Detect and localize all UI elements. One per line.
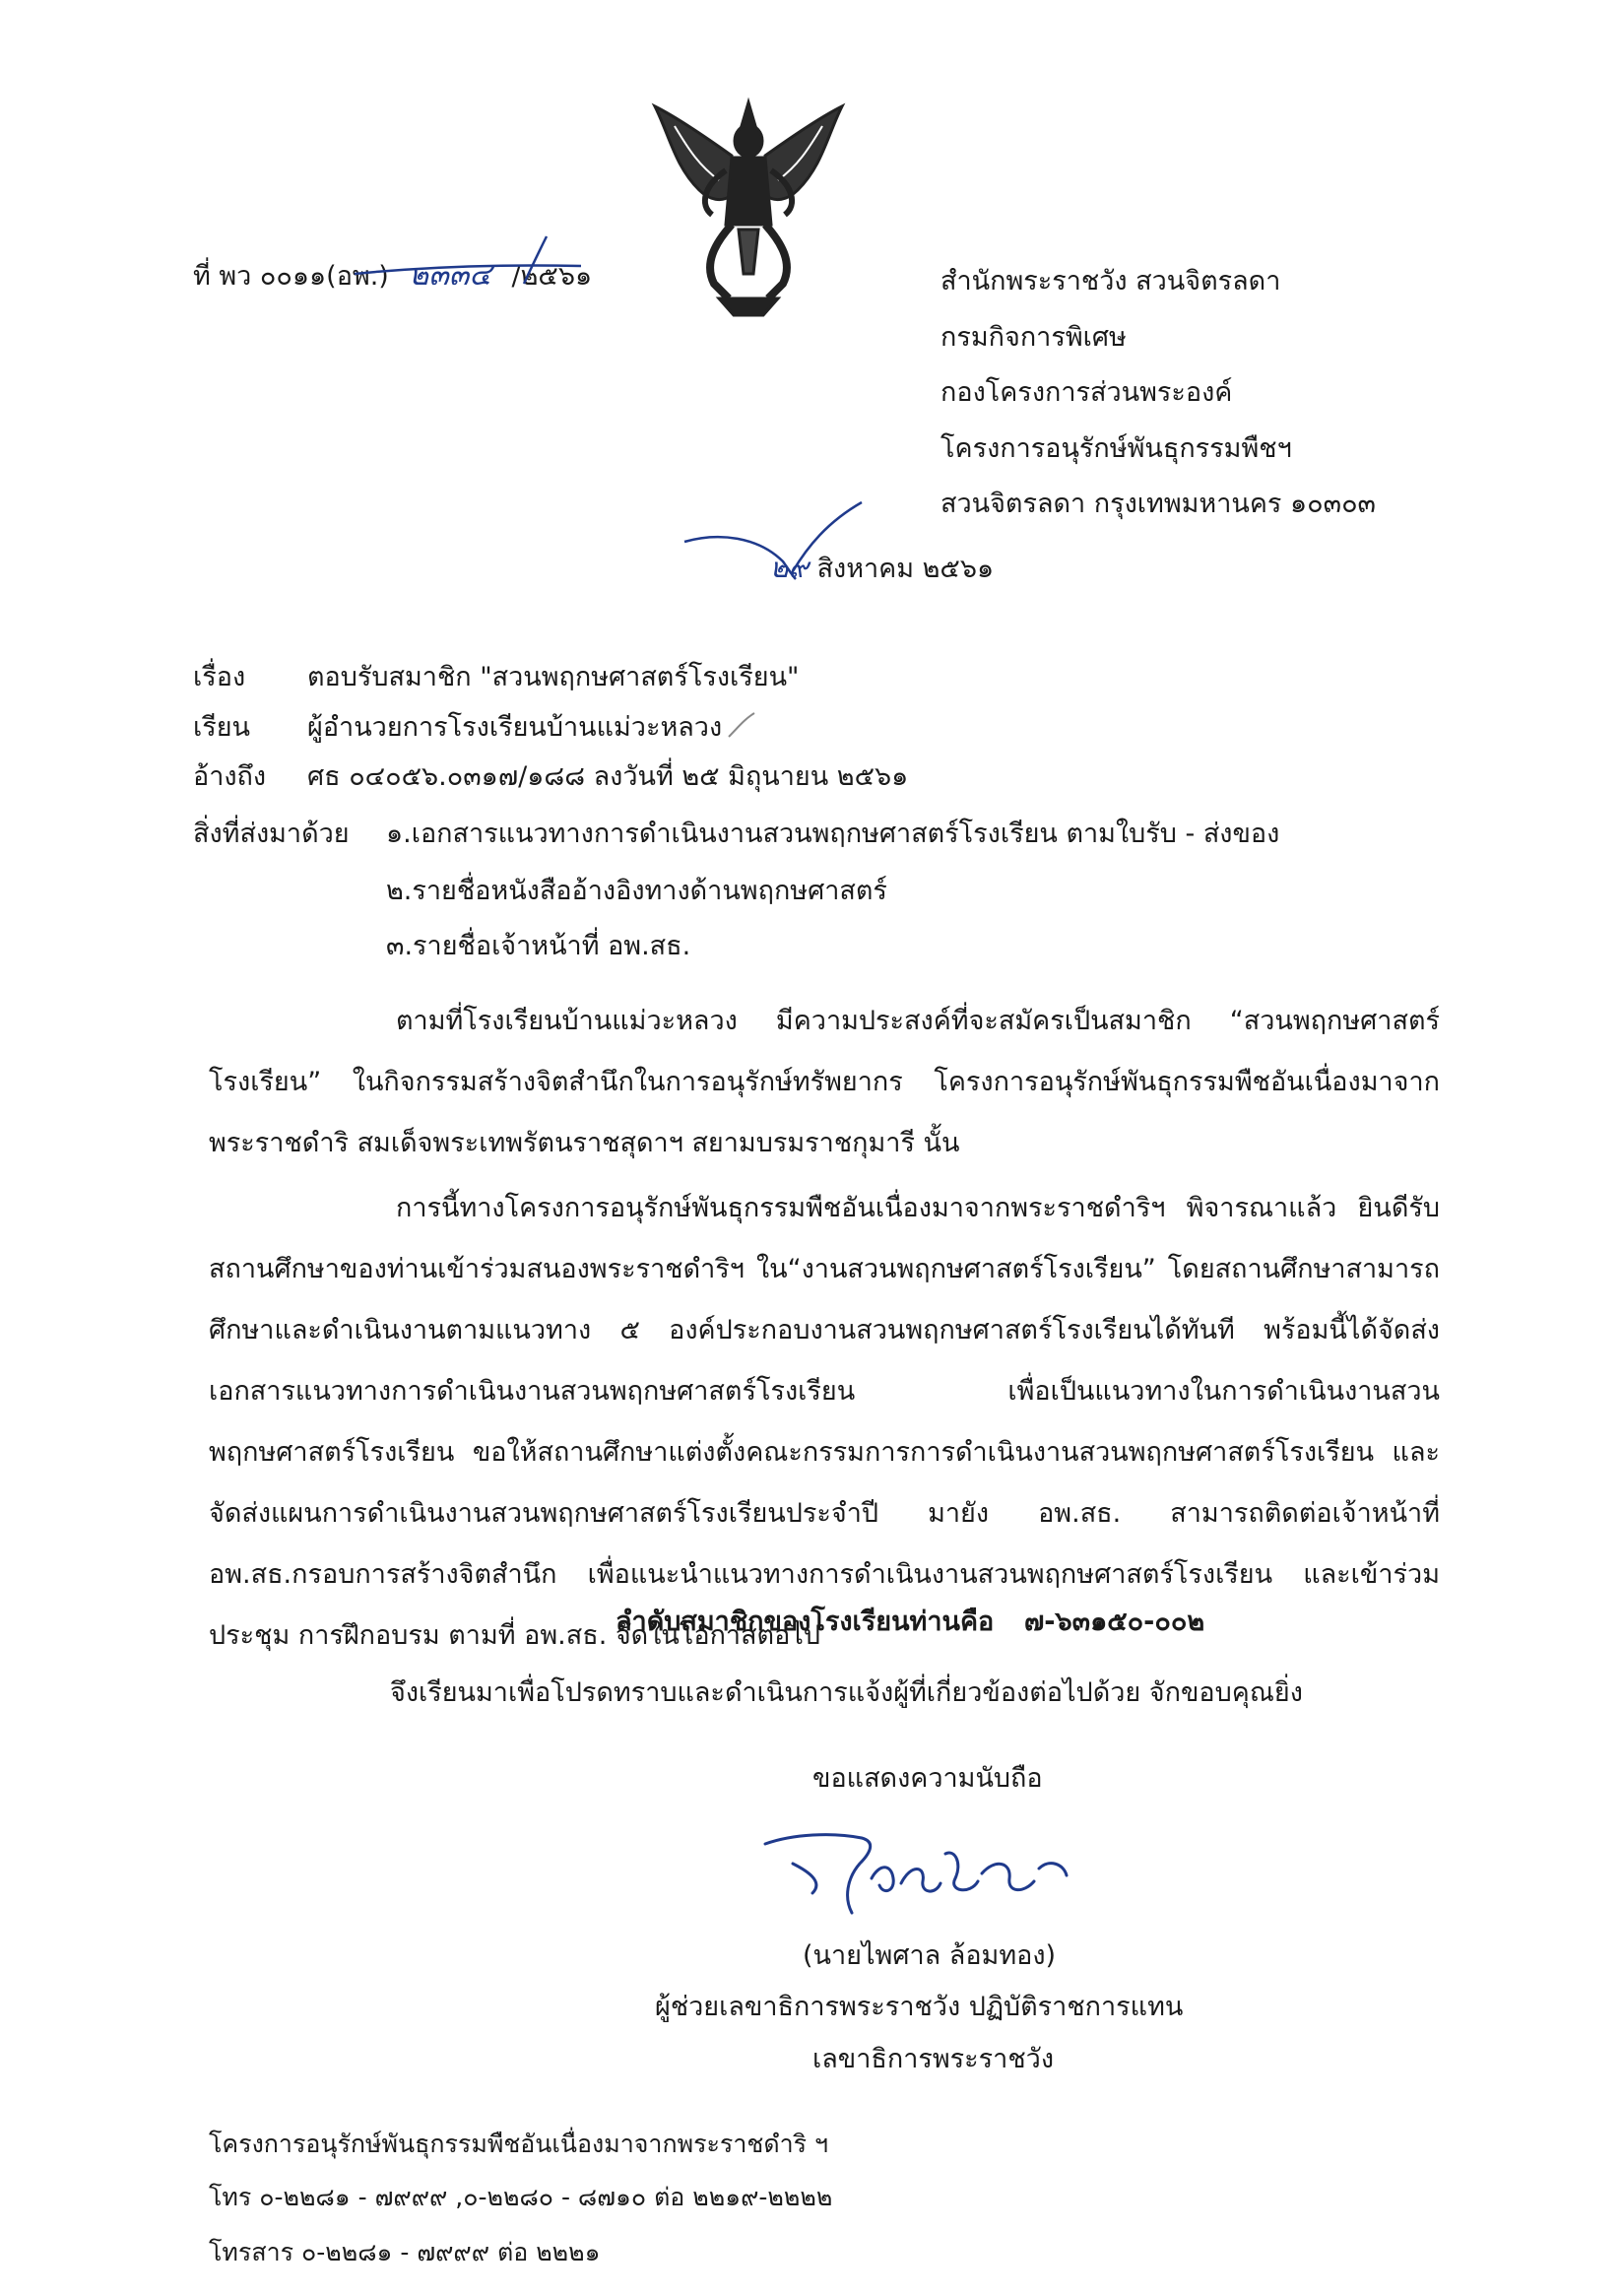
- enclosure-item: ๑.เอกสารแนวทางการดำเนินงานสวนพฤกษศาสตร์โรงเรียน ตามใบรับ - ส่งของ: [386, 819, 1280, 849]
- enclosure-label: สิ่งที่ส่งมาด้วย: [193, 819, 350, 849]
- address-line-1: สำนักพระราชวัง สวนจิตรลดา: [940, 266, 1281, 296]
- reference-year: /๒๕๖๑: [511, 261, 593, 292]
- signer-title-2: เลขาธิการพระราชวัง: [812, 2044, 1055, 2074]
- handwritten-reference-number: ๒๓๓๔: [409, 258, 491, 293]
- signer-title-1: ผู้ช่วยเลขาธิการพระราชวัง ปฏิบัติราชการแทน: [655, 1992, 1184, 2022]
- subject-value: ตอบรับสมาชิก "สวนพฤกษศาสตร์โรงเรียน": [307, 662, 800, 692]
- handwritten-day: ๒๙: [770, 552, 809, 584]
- reference-label: อ้างถึง: [193, 761, 267, 792]
- salutation: ขอแสดงความนับถือ: [812, 1763, 1043, 1794]
- body-paragraph-2: [209, 1178, 1440, 1667]
- reference-prefix: ที่ พว ๐๐๑๑(อพ.): [193, 261, 389, 292]
- member-number: ๗-๖๓๑๕๐-๐๐๒: [1024, 1607, 1205, 1637]
- body-paragraph-1: [209, 991, 1440, 1174]
- date-flourish-icon: [680, 492, 876, 581]
- enclosure-item: ๓.รายชื่อเจ้าหน้าที่ อพ.สธ.: [386, 931, 691, 961]
- address-line-4: โครงการอนุรักษ์พันธุกรรมพืชฯ: [940, 433, 1292, 464]
- reference-value: ศธ ๐๔๐๕๖.๐๓๑๗/๑๘๘ ลงวันที่ ๒๕ มิถุนายน ๒๕๖๑: [307, 761, 909, 792]
- handwritten-flourish-icon: [355, 227, 581, 286]
- to-label: เรียน: [193, 712, 251, 743]
- footer-fax: โทรสาร ๐-๒๒๘๑ - ๗๙๙๙ ต่อ ๒๒๒๑: [209, 2238, 601, 2266]
- date-month-year: สิงหาคม ๒๕๖๑: [816, 554, 995, 584]
- garuda-emblem-icon: [645, 97, 852, 318]
- tick-mark-icon: [727, 711, 756, 741]
- to-value: ผู้อำนวยการโรงเรียนบ้านแม่วะหลวง: [307, 712, 723, 743]
- footer-phone: โทร ๐-๒๒๘๑ - ๗๙๙๙ ,๐-๒๒๘๐ - ๘๗๑๐ ต่อ ๒๒๑๙-๒๒๒๒: [209, 2183, 833, 2211]
- address-line-3: กองโครงการส่วนพระองค์: [940, 377, 1233, 408]
- member-label: ลำดับสมาชิกของโรงเรียนท่านคือ: [616, 1607, 995, 1637]
- closing-request: จึงเรียนมาเพื่อโปรดทราบและดำเนินการแจ้งผู้ที่เกี่ยวข้องต่อไปด้วย จักขอบคุณยิ่ง: [390, 1677, 1303, 1708]
- handwritten-signature-icon: [753, 1824, 1078, 1923]
- address-line-2: กรมกิจการพิเศษ: [940, 322, 1127, 353]
- subject-label: เรื่อง: [193, 662, 246, 692]
- footer-org: โครงการอนุรักษ์พันธุกรรมพืชอันเนื่องมาจากพระราชดำริ ฯ: [209, 2130, 829, 2158]
- signer-name: (นายไพศาล ล้อมทอง): [803, 1940, 1057, 1971]
- paragraph-2-text: การนี้ทางโครงการอนุรักษ์พันธุกรรมพืชอันเนื่องมาจากพระราชดำริฯ พิจารณาแล้ว ยินดีรับสถานศึกษาของท่านเข้าร่วมสนองพระราชดำริฯ ใน“งานสวนพฤกษศาสตร์โรงเรียน” โดยสถานศึกษาสามารถศึกษาและดำเนินงานตามแนวทาง ๕ องค์ประกอบงานสวนพฤกษศาสตร์โรงเรียนได้ทันที พร้อมนี้ได้จัดส่งเอกสารแนวทางการดำเนินงานสวนพฤกษศาสตร์โรงเรียน เพื่อเป็นแนวทางในการดำเนินงานสวนพฤกษศาสตร์โรงเรียน ขอให้สถานศึกษาแต่งตั้งคณะกรรมการการดำเนินงานสวนพฤกษศาสตร์โรงเรียน และจัดส่งแผนการดำเนินงานสวนพฤกษศาสตร์โรงเรียนประจำปี มายัง อพ.สธ. สามารถติดต่อเจ้าหน้าที่ อพ.สธ.กรอบการสร้างจิตสำนึก เพื่อแนะนำแนวทางการดำเนินงานสวนพฤกษศาสตร์โรงเรียน และเข้าร่วมประชุม การฝึกอบรม ตามที่ อพ.สธ. จัดในโอกาสต่อไป: [209, 1193, 1440, 1651]
- enclosure-item: ๒.รายชื่อหนังสืออ้างอิงทางด้านพฤกษศาสตร์: [386, 876, 887, 906]
- paragraph-1-text: ตามที่โรงเรียนบ้านแม่วะหลวง มีความประสงค์ที่จะสมัครเป็นสมาชิก “สวนพฤกษศาสตร์โรงเรียน” ในกิจกรรมสร้างจิตสำนึกในการอนุรักษ์ทรัพยากร โครงการอนุรักษ์พันธุกรรมพืชอันเนื่องมาจากพระราชดำริ สมเด็จพระเทพรัตนราชสุดาฯ สยามบรมราชกุมารี นั้น: [209, 1006, 1440, 1158]
- address-line-5: สวนจิตรลดา กรุงเทพมหานคร ๑๐๓๐๓: [940, 489, 1377, 519]
